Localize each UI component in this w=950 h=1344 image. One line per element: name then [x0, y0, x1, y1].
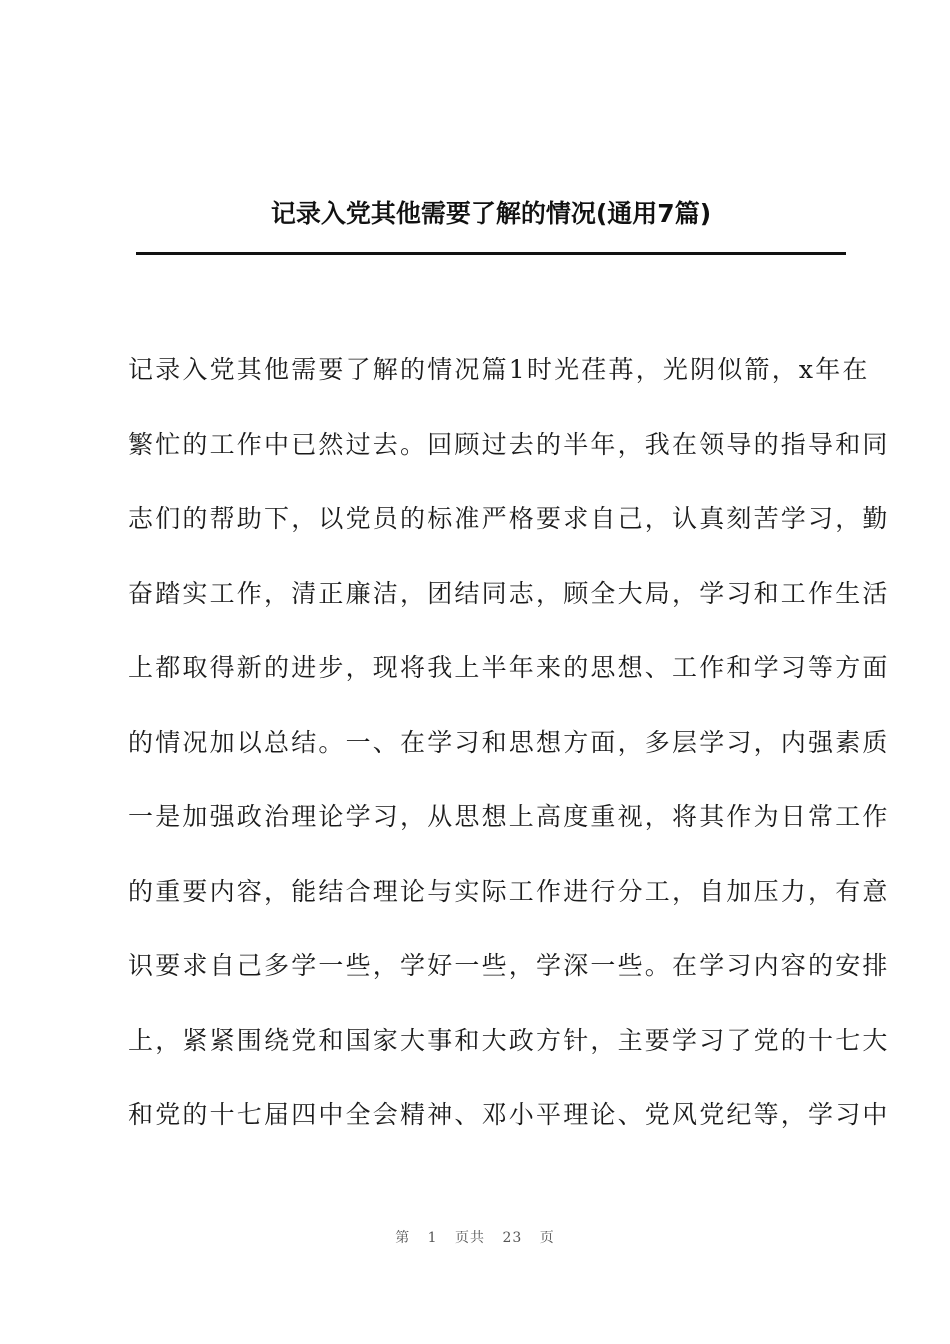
- body-line: 识要求自己多学一些，学好一些，学深一些。在学习内容的安排: [128, 951, 890, 980]
- body-line: 上，紧紧围绕党和国家大事和大政方针，主要学习了党的十七大: [128, 1025, 890, 1055]
- body-line: 一是加强政治理论学习，从思想上高度重视，将其作为日常工作: [128, 802, 890, 831]
- body-line: 和党的十七届四中全会精神、邓小平理论、党风党纪等，学习中: [128, 1100, 890, 1129]
- body-line: 志们的帮助下，以党员的标准严格要求自己，认真刻苦学习，勤: [128, 504, 890, 533]
- document-title: 记录入党其他需要了解的情况(通用7篇): [270, 199, 712, 228]
- footer-prefix: 第: [395, 1230, 411, 1246]
- title-underline: [136, 252, 846, 255]
- footer-middle: 页共: [455, 1230, 486, 1246]
- total-page-count: 23: [502, 1230, 523, 1246]
- body-line: 的情况加以总结。一、在学习和思想方面，多层学习，内强素质: [128, 727, 890, 757]
- page-number-footer: [0, 1228, 950, 1248]
- body-line: 上都取得新的进步，现将我上半年来的思想、工作和学习等方面: [128, 653, 890, 682]
- body-line: 奋踏实工作，清正廉洁，团结同志，顾全大局，学习和工作生活: [128, 578, 890, 608]
- document-body: [128, 340, 890, 1160]
- body-line: 记录入党其他需要了解的情况篇1时光荏苒，光阴似箭，x年在: [128, 355, 870, 384]
- body-line: 的重要内容，能结合理论与实际工作进行分工，自加压力，有意: [128, 876, 890, 906]
- body-line: 繁忙的工作中已然过去。回顾过去的半年，我在领导的指导和同: [128, 429, 890, 459]
- current-page-number: 1: [427, 1230, 438, 1246]
- footer-suffix: 页: [539, 1230, 555, 1246]
